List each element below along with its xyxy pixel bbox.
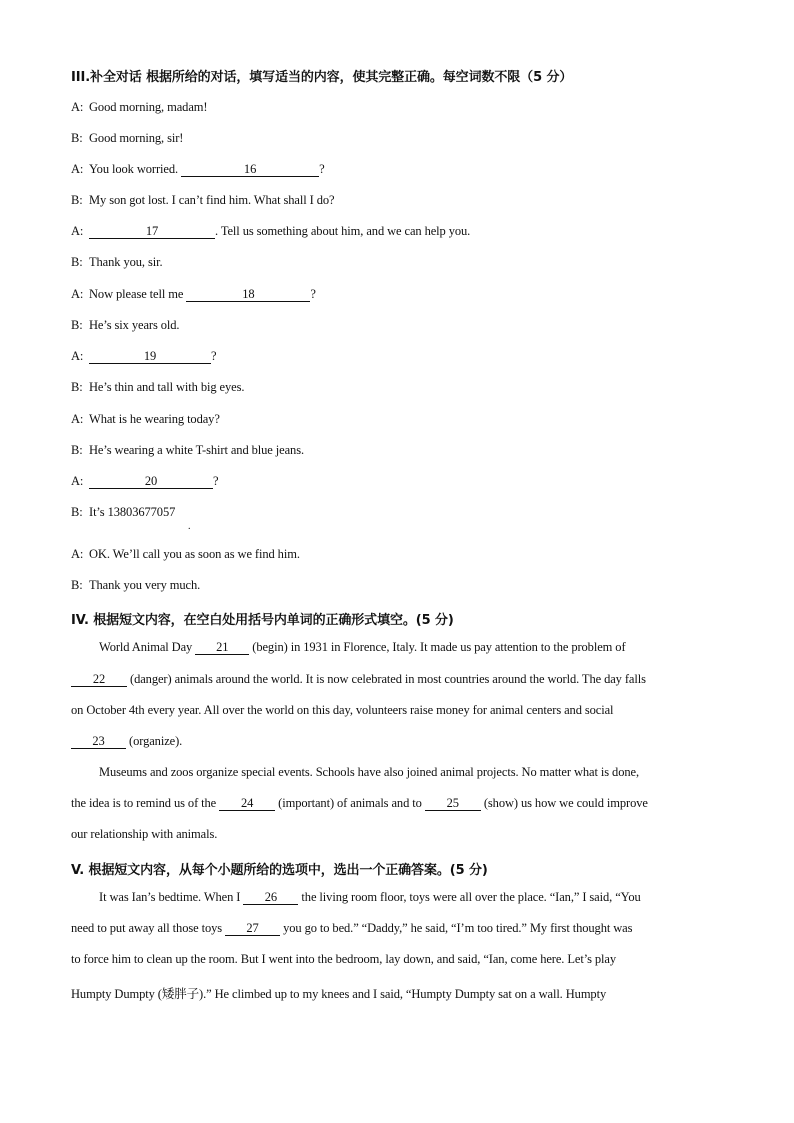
dialogue-line-16 [71, 578, 200, 593]
dialogue-text: Thank you very much. [89, 578, 201, 592]
passage-line [71, 703, 613, 718]
dialogue-text: ? [310, 287, 316, 301]
passage-line [71, 984, 606, 1002]
dialogue-text: My son got lost. I can’t find him. What shall I do? [89, 193, 335, 207]
passage-line [71, 921, 632, 936]
passage-text: our relationship with animals. [71, 827, 218, 841]
answer-blank-23[interactable]: 23 [71, 735, 126, 749]
dialogue-text: . Tell us something about him, and we can help you. [215, 224, 471, 238]
speaker-label: A: [71, 349, 84, 363]
speaker-label: A: [71, 162, 84, 176]
speaker-label: A: [71, 224, 84, 238]
speaker-label: A: [71, 547, 84, 561]
dialogue-line-12 [71, 443, 304, 458]
dialogue-text: You look worried. [89, 162, 182, 176]
passage-text: Museums and zoos organize special events. Schools have also joined animal projects. No matter what is done, [99, 765, 639, 779]
speaker-label: B: [71, 193, 83, 207]
dialogue-line-13 [71, 474, 218, 489]
passage-line [71, 672, 646, 687]
dialogue-line-7 [71, 287, 316, 302]
passage-line [71, 796, 648, 811]
dialogue-text: It’s 13803677057 [89, 505, 176, 519]
stray-dot: . [188, 521, 191, 532]
passage-text: on October 4th every year. All over the world on this day, volunteers raise money for animal centers and social [71, 703, 614, 717]
dialogue-text: Good morning, madam! [89, 100, 208, 114]
passage-line [71, 952, 616, 967]
dialogue-line-5 [71, 224, 470, 239]
dialogue-line-4 [71, 193, 334, 208]
dialogue-line-1 [71, 100, 207, 115]
section-v-heading: V. 根据短文内容，从每个小题所给的选项中，选出一个正确答案。(5 分) [71, 863, 488, 878]
passage-text: the idea is to remind us of the [71, 796, 220, 810]
dialogue-text: Now please tell me [89, 287, 187, 301]
answer-blank-20[interactable]: 20 [89, 475, 213, 489]
dialogue-line-11 [71, 412, 220, 427]
dialogue-text: He’s thin and tall with big eyes. [89, 380, 245, 394]
dialogue-line-3 [71, 162, 325, 177]
dialogue-text: Thank you, sir. [89, 255, 163, 269]
dialogue-text: He’s wearing a white T-shirt and blue jeans. [89, 443, 304, 457]
dialogue-text: ? [213, 474, 219, 488]
dialogue-text: What is he wearing today? [89, 412, 220, 426]
answer-blank-27[interactable]: 27 [225, 922, 280, 936]
passage-text: to force him to clean up the room. But I went into the bedroom, lay down, and said, “Ian, come here. Let’s play [71, 952, 616, 966]
speaker-label: B: [71, 380, 83, 394]
passage-text: (show) us how we could improve [480, 796, 648, 810]
answer-blank-21[interactable]: 21 [195, 641, 249, 655]
dialogue-text: Good morning, sir! [89, 131, 184, 145]
speaker-label: A: [71, 100, 84, 114]
speaker-label: A: [71, 412, 84, 426]
dialogue-line-9 [71, 349, 216, 364]
answer-blank-18[interactable]: 18 [186, 288, 310, 302]
passage-line [71, 734, 182, 749]
speaker-label: B: [71, 318, 83, 332]
dialogue-line-8 [71, 318, 179, 333]
passage-text: (danger) animals around the world. It is now celebrated in most countries around the world. The day falls [127, 672, 646, 686]
dialogue-text: OK. We’ll call you as soon as we find him. [89, 547, 300, 561]
dialogue-line-2 [71, 131, 183, 146]
answer-blank-16[interactable]: 16 [181, 163, 319, 177]
section-iii-heading: III.补全对话 根据所给的对话，填写适当的内容，使其完整正确。每空词数不限（5 分） [71, 70, 573, 85]
dialogue-text: He’s six years old. [89, 318, 180, 332]
passage-text: It was Ian’s bedtime. When I [99, 890, 244, 904]
dialogue-line-6 [71, 255, 163, 270]
answer-blank-24[interactable]: 24 [219, 797, 275, 811]
dialogue-line-14 [71, 505, 175, 520]
answer-blank-22[interactable]: 22 [71, 673, 127, 687]
passage-text: (begin) in 1931 in Florence, Italy. It made us pay attention to the problem of [249, 640, 626, 654]
speaker-label: B: [71, 505, 83, 519]
passage-text: need to put away all those toys [71, 921, 226, 935]
passage-line [71, 827, 217, 842]
speaker-label: B: [71, 578, 83, 592]
section-iv-heading: IV. 根据短文内容，在空白处用括号内单词的正确形式填空。(5 分) [71, 613, 454, 628]
speaker-label: A: [71, 287, 84, 301]
passage-line [71, 640, 626, 655]
passage-text: World Animal Day [99, 640, 196, 654]
passage-text: Humpty Dumpty (矮胖子).” He climbed up to my knees and I said, “Humpty Dumpty sat on a wall. Humpty [71, 987, 607, 1001]
speaker-label: A: [71, 474, 84, 488]
passage-text: (organize). [126, 734, 183, 748]
speaker-label: B: [71, 255, 83, 269]
dialogue-text: ? [319, 162, 325, 176]
answer-blank-17[interactable]: 17 [89, 225, 215, 239]
passage-text: the living room floor, toys were all over the place. “Ian,” I said, “You [298, 890, 641, 904]
answer-blank-26[interactable]: 26 [243, 891, 298, 905]
dialogue-line-10 [71, 380, 244, 395]
passage-line [71, 765, 639, 780]
passage-text: (important) of animals and to [275, 796, 425, 810]
answer-blank-25[interactable]: 25 [425, 797, 481, 811]
answer-blank-19[interactable]: 19 [89, 350, 211, 364]
passage-line [71, 890, 641, 905]
speaker-label: B: [71, 131, 83, 145]
passage-text: you go to bed.” “Daddy,” he said, “I’m too tired.” My first thought was [280, 921, 633, 935]
speaker-label: B: [71, 443, 83, 457]
dialogue-text: ? [211, 349, 217, 363]
dialogue-line-15 [71, 547, 300, 562]
